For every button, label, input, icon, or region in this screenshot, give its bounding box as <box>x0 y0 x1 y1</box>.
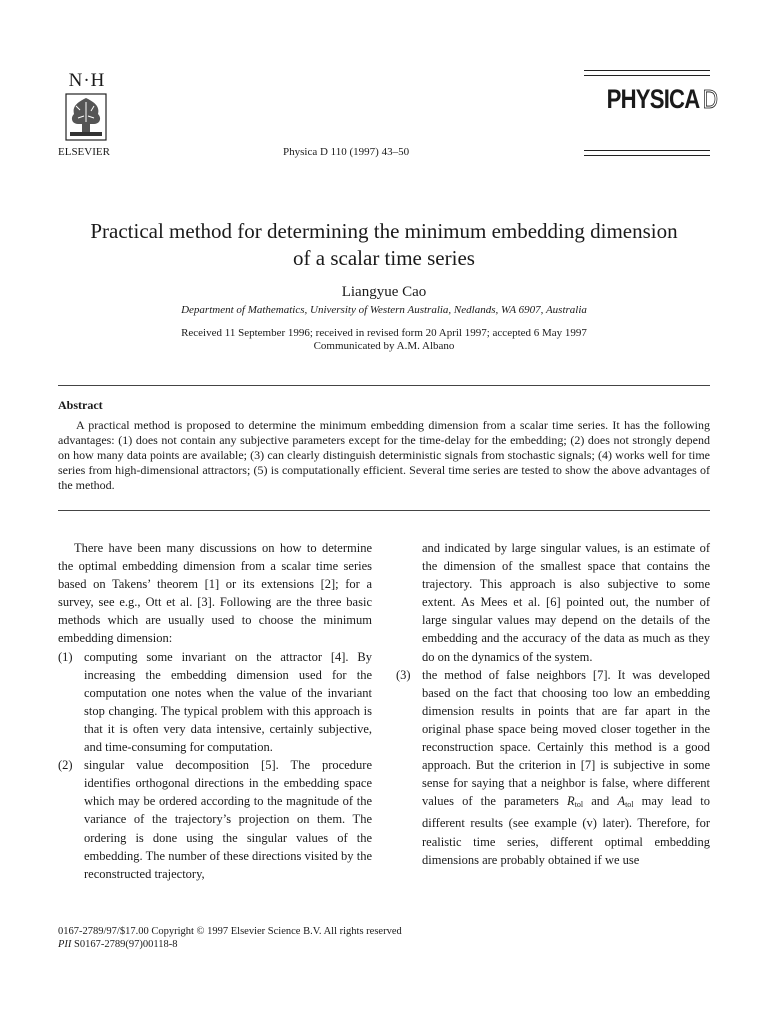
body-column-right <box>396 539 710 869</box>
param-a-tol <box>617 794 633 808</box>
publisher-logo-text: N·H <box>68 70 106 91</box>
method-item-3-label: (3) <box>396 667 411 682</box>
method-item-2-continued: and indicated by large singular values, is an estimate of the dimension of the smallest space that contains the trajectory. This approach is also subjective to some extent. As Mees et al. [6] pointed out, the number of large singular values may depend on the details of the embedding and the accuracy of the data as much as they do on the dynamics of the system. <box>422 541 710 664</box>
abstract-heading: Abstract <box>58 398 103 412</box>
method-item-3-text-a: the method of false neighbors [7]. It was developed based on the fact that choosing too low an embedding dimension results in points that are far apart in the original phase space being moved closer together in the reconstruction space. Certainly this method is a good approach. But the criterion in [7] is subjective in some sense for saying that a neighbor is false, where different values of the parameters <box>422 667 710 809</box>
and-word: and <box>591 794 610 809</box>
method-item-2 <box>58 756 372 883</box>
author-affiliation: Department of Mathematics, University of Western Australia, Nedlands, WA 6907, Australia <box>181 304 587 316</box>
pii-line <box>58 938 402 951</box>
communicated-by: Communicated by A.M. Albano <box>313 340 455 352</box>
abstract-top-rule <box>58 385 710 386</box>
elsevier-tree-logo-icon <box>64 92 108 142</box>
journal-citation: Physica D 110 (1997) 43–50 <box>283 146 410 158</box>
pii-label: PII <box>58 939 72 950</box>
param-a-subscript: tol <box>625 800 634 810</box>
method-item-1-label: (1) <box>58 649 73 664</box>
received-dates: Received 11 September 1996; received in revised form 20 April 1997; accepted 6 May 1997 <box>181 327 587 339</box>
method-item-1 <box>58 648 372 757</box>
param-r-subscript: tol <box>574 800 584 810</box>
method-item-2-text: singular value decomposition [5]. The procedure identifies orthogonal directions in the embedding space which may be ordered according to the magnitude of the variance of the trajectory’s projection on them. The ordering is done using the singular values of the embedding. The number of these directions visited by the reconstructed trajectory, <box>84 758 372 881</box>
method-item-3-text <box>422 666 710 869</box>
body-column-left <box>58 539 372 883</box>
article-author: Liangyue Cao <box>341 284 427 300</box>
article-dates <box>40 327 728 353</box>
intro-paragraph: There have been many discussions on how to determine the optimal embedding dimension from a scalar time series based on Takens’ theorem [1] or its extensions [2]; for a survey, see e.g., Ott et al. [3]. Following are the three basic methods which are usually used to choose the minimum embedding dimension: <box>58 541 372 646</box>
article-title-line-1: Practical method for determining the minimum embedding dimension <box>90 219 678 243</box>
abstract-bottom-rule <box>58 510 710 511</box>
journal-letter: D <box>702 84 718 114</box>
copyright-footer <box>58 925 402 951</box>
copyright-line: 0167-2789/97/$17.00 Copyright © 1997 Elsevier Science B.V. All rights reserved <box>58 926 402 937</box>
article-title-line-2: of a scalar time series <box>293 246 475 270</box>
journal-rule-bottom <box>584 150 710 156</box>
pii-value: S0167-2789(97)00118-8 <box>74 939 178 950</box>
method-item-3 <box>396 666 710 869</box>
param-r-tol <box>567 794 583 808</box>
journal-name <box>606 84 718 115</box>
journal-name-text: PHYSICA <box>606 84 700 114</box>
param-a-symbol: A <box>617 794 626 809</box>
journal-rule-top <box>584 70 710 76</box>
method-item-2-label: (2) <box>58 758 73 773</box>
param-r-symbol: R <box>567 794 575 809</box>
method-item-1-text: computing some invariant on the attractor [4]. By increasing the embedding dimension used for the computation one notes when the value of the invariant stop changing. The typical problem with this approach is that it is often very data intensive, certainly subjective, and time-consuming for computation. <box>84 649 372 755</box>
publisher-name: ELSEVIER <box>58 146 110 158</box>
method-item-3-text-b: may lead to different results (see example (v) later). Therefore, for realistic time series, different optimal embedding dimensions are probably obtained if we use <box>422 794 711 867</box>
article-title <box>40 218 728 272</box>
abstract-text: A practical method is proposed to determine the minimum embedding dimension from a scalar time series. It has the following advantages: (1) does not contain any subjective parameters except for the time-delay for the embedding; (2) does not strongly depend on how many data points are available; (3) can clearly distinguish deterministic signals from stochastic signals; (4) works well for time series from high-dimensional attractors; (5) is computationally efficient. Several time series are tested to show the above advantages of the method. <box>58 418 710 492</box>
